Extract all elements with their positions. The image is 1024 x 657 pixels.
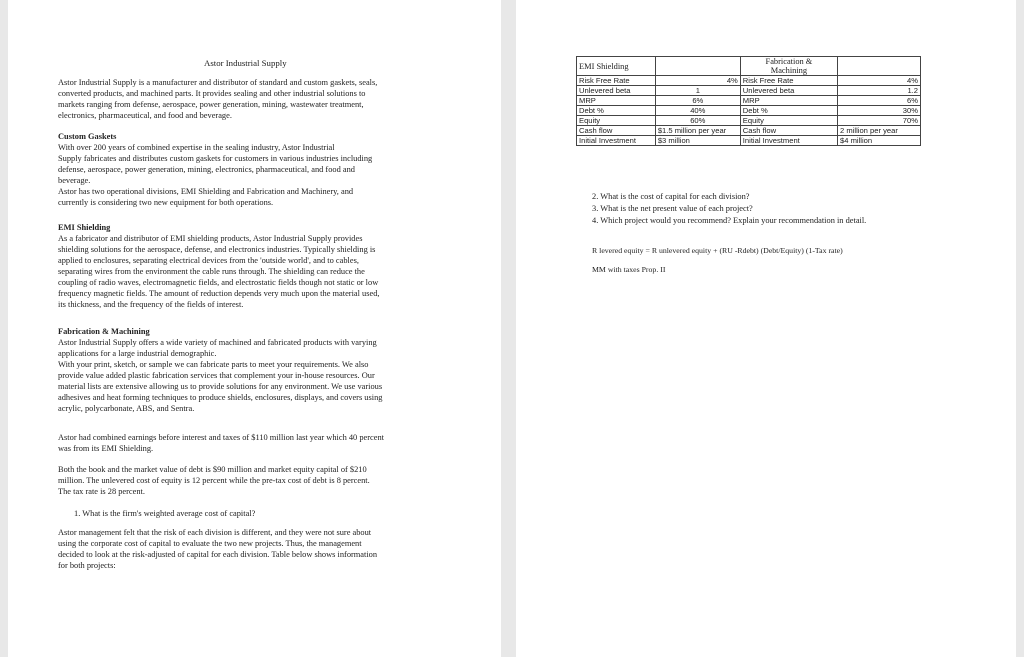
fab-header-line: Fabrication &: [765, 57, 813, 66]
table-row: [577, 126, 921, 136]
management-line: using the corporate cost of capital to evaluate the two new projects. Thus, the management: [58, 539, 362, 548]
table-row: [577, 106, 921, 116]
emi-line: coupling of radio waves, electromagnetic fields, and electrostatic fields though not static or low: [58, 278, 379, 287]
table-cell: 40%: [655, 106, 740, 116]
table-cell: Initial Investment: [740, 136, 837, 146]
custom-gaskets-heading: Custom Gaskets: [58, 132, 117, 141]
management-line: Astor management felt that the risk of each division is different, and they were not sure about: [58, 528, 372, 537]
table-cell: Unlevered beta: [577, 86, 656, 96]
table-cell: Debt %: [577, 106, 656, 116]
emi-line: separating wires from the environment the cable runs through. The shielding can reduce the: [58, 267, 365, 276]
table-cell: MRP: [577, 96, 656, 106]
table-row: [577, 136, 921, 146]
debt-line: million. The unlevered cost of equity is 12 percent while the pre-tax cost of debt is 8 percent.: [58, 476, 370, 485]
table-cell: Initial Investment: [577, 136, 656, 146]
table-cell: 4%: [655, 76, 740, 86]
table-cell: MRP: [740, 96, 837, 106]
table-cell: 30%: [838, 106, 921, 116]
table-cell: $4 million: [838, 136, 921, 146]
emi-line: As a fabricator and distributor of EMI shielding products, Astor Industrial Supply provides: [58, 234, 363, 243]
mm-proposition-note: MM with taxes Prop. II: [592, 265, 666, 274]
debt-line: Both the book and the market value of debt is $90 million and market equity capital of $210: [58, 465, 367, 474]
table-row: [577, 96, 921, 106]
document-title: Astor Industrial Supply: [204, 58, 287, 68]
table-cell: $3 million: [655, 136, 740, 146]
question-2: 2. What is the cost of capital for each division?: [592, 192, 750, 201]
table-cell: 6%: [655, 96, 740, 106]
fab-line: acrylic, polycarbonate, ABS, and Sentra.: [58, 404, 195, 413]
document-page-1: [8, 0, 501, 657]
earnings-line: was from its EMI Shielding.: [58, 444, 154, 453]
custom-line: currently is considering two new equipment for both operations.: [58, 198, 274, 207]
table-cell: 2 million per year: [838, 126, 921, 136]
table-cell: Equity: [577, 116, 656, 126]
fab-line: adhesives and heat forming techniques to produce shields, enclosures, displays, and covers using: [58, 393, 383, 402]
table-cell: Debt %: [740, 106, 837, 116]
table-cell: 60%: [655, 116, 740, 126]
table-header-row: [577, 57, 921, 76]
fab-line: With your print, sketch, or sample we can fabricate parts to meet your requirements. We also: [58, 360, 369, 369]
fab-line: material lists are extensive allowing us to provide solutions for any environment. We use various: [58, 382, 383, 391]
table-cell: Cash flow: [577, 126, 656, 136]
table-cell: $1.5 million per year: [655, 126, 740, 136]
table-cell: Cash flow: [740, 126, 837, 136]
table-cell: Unlevered beta: [740, 86, 837, 96]
emi-shielding-heading: EMI Shielding: [58, 223, 111, 232]
emi-line: shielding solutions for the aerospace, defense, and electronics industries. Typically shielding is: [58, 245, 376, 254]
intro-line: markets ranging from defense, aerospace, power generation, mining, wastewater treatment,: [58, 100, 364, 109]
levered-equity-formula: R levered equity = R unlevered equity + (RU -Rdebt) (Debt/Equity) (1-Tax rate): [592, 246, 843, 255]
fab-line: Astor Industrial Supply offers a wide variety of machined and fabricated products with varying: [58, 338, 377, 347]
emi-line: applied to enclosures, separating electrical devices from the 'outside world', and to cables,: [58, 256, 359, 265]
table-row: [577, 86, 921, 96]
earnings-line: Astor had combined earnings before interest and taxes of $110 million last year which 40 percent: [58, 433, 384, 442]
management-line: for both projects:: [58, 561, 116, 570]
intro-line: electronics, pharmaceutical, and food and beverage.: [58, 111, 232, 120]
table-cell: 70%: [838, 116, 921, 126]
table-cell: 1: [655, 86, 740, 96]
table-cell: [838, 57, 921, 76]
fab-header-line: Machining: [770, 66, 808, 75]
table-cell: Risk Free Rate: [577, 76, 656, 86]
table-row: [577, 116, 921, 126]
table-row: [577, 76, 921, 86]
table-cell: Risk Free Rate: [740, 76, 837, 86]
table-cell: [655, 57, 740, 76]
management-line: decided to look at the risk-adjusted of capital for each division. Table below shows information: [58, 550, 378, 559]
custom-line: defense, aerospace, power generation, mining, electronics, pharmaceutical, and food and: [58, 165, 355, 174]
fab-line: provide value added plastic fabrication services that complement your in-house resources. Our: [58, 371, 375, 380]
intro-line: Astor Industrial Supply is a manufacturer and distributor of standard and custom gaskets, seals,: [58, 78, 378, 87]
table-cell: 6%: [838, 96, 921, 106]
intro-line: converted products, and machined parts. It provides sealing and other industrial solutions to: [58, 89, 366, 98]
fab-header-cell: [740, 57, 837, 76]
question-1: 1. What is the firm's weighted average cost of capital?: [74, 509, 256, 518]
document-page-2: [516, 0, 1016, 657]
division-table: [576, 56, 921, 146]
custom-line: Astor has two operational divisions, EMI Shielding and Fabrication and Machinery, and: [58, 187, 354, 196]
emi-line: frequency magnetic fields. The amount of reduction depends very much upon the material used,: [58, 289, 380, 298]
fabrication-heading: Fabrication & Machining: [58, 327, 150, 336]
custom-line: Supply fabricates and distributes custom gaskets for customers in various industries including: [58, 154, 373, 163]
debt-line: The tax rate is 28 percent.: [58, 487, 145, 496]
table-cell: 4%: [838, 76, 921, 86]
custom-line: beverage.: [58, 176, 91, 185]
question-4: 4. Which project would you recommend? Explain your recommendation in detail.: [592, 216, 867, 225]
emi-line: its thickness, and the frequency of the fields of interest.: [58, 300, 244, 309]
question-3: 3. What is the net present value of each project?: [592, 204, 753, 213]
fab-line: applications for a large industrial demographic.: [58, 349, 217, 358]
table-cell: Equity: [740, 116, 837, 126]
table-cell: 1.2: [838, 86, 921, 96]
emi-header-cell: EMI Shielding: [577, 57, 656, 76]
custom-line: With over 200 years of combined expertise in the sealing industry, Astor Industrial: [58, 143, 335, 152]
